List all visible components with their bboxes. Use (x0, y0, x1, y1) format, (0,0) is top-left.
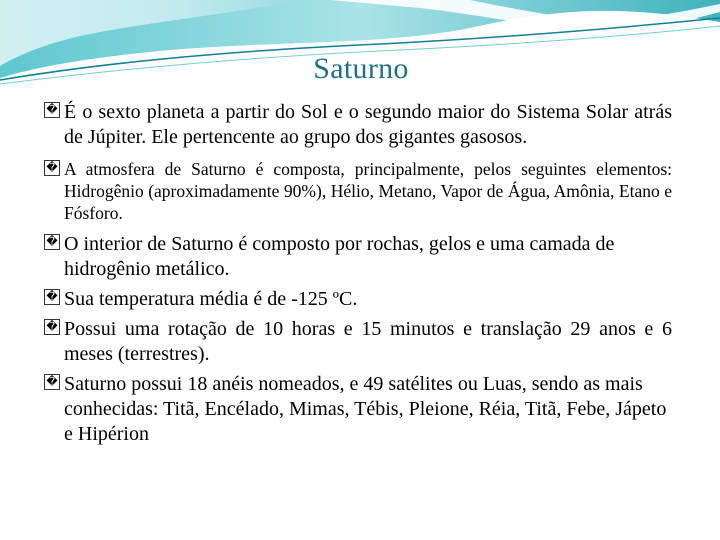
bullet-text: A atmosfera de Saturno é composta, principalmente, pelos seguintes elementos: Hidrogênio (aproximadamente 90%), Hélio, Metano, Vapor de Água, Amônia, Etano e Fósforo. (64, 159, 672, 223)
bullet-glyph-icon: � (44, 319, 60, 335)
bullet-glyph-icon: � (44, 234, 60, 250)
bullet-item (44, 158, 672, 224)
bullet-item (44, 232, 672, 282)
bullet-glyph-icon: � (44, 160, 60, 176)
bullet-item (44, 317, 672, 367)
bullet-list (44, 100, 672, 452)
bullet-glyph-icon: � (44, 102, 60, 118)
bullet-glyph-icon: � (44, 289, 60, 305)
bullet-item (44, 372, 672, 447)
bullet-item (44, 287, 672, 312)
bullet-text: Saturno possui 18 anéis nomeados, e 49 satélites ou Luas, sendo as mais conhecidas: Titã, Encélado, Mimas, Tébis, Pleione, Réia, Titã, Febe, Jápeto e Hipérion (64, 373, 667, 445)
bullet-text: Sua temperatura média é de -125 ºC. (64, 288, 358, 310)
bullet-glyph-icon: � (44, 374, 60, 390)
bullet-text: O interior de Saturno é composto por rochas, gelos e uma camada de hidrogênio metálico. (64, 233, 615, 280)
bullet-text: Possui uma rotação de 10 horas e 15 minutos e translação 29 anos e 6 meses (terrestres). (64, 318, 672, 365)
slide-title: Saturno (313, 52, 409, 85)
bullet-text: É o sexto planeta a partir do Sol e o segundo maior do Sistema Solar atrás de Júpiter. Ele pertencente ao grupo dos gigantes gasosos. (64, 101, 672, 148)
bullet-item (44, 100, 672, 150)
